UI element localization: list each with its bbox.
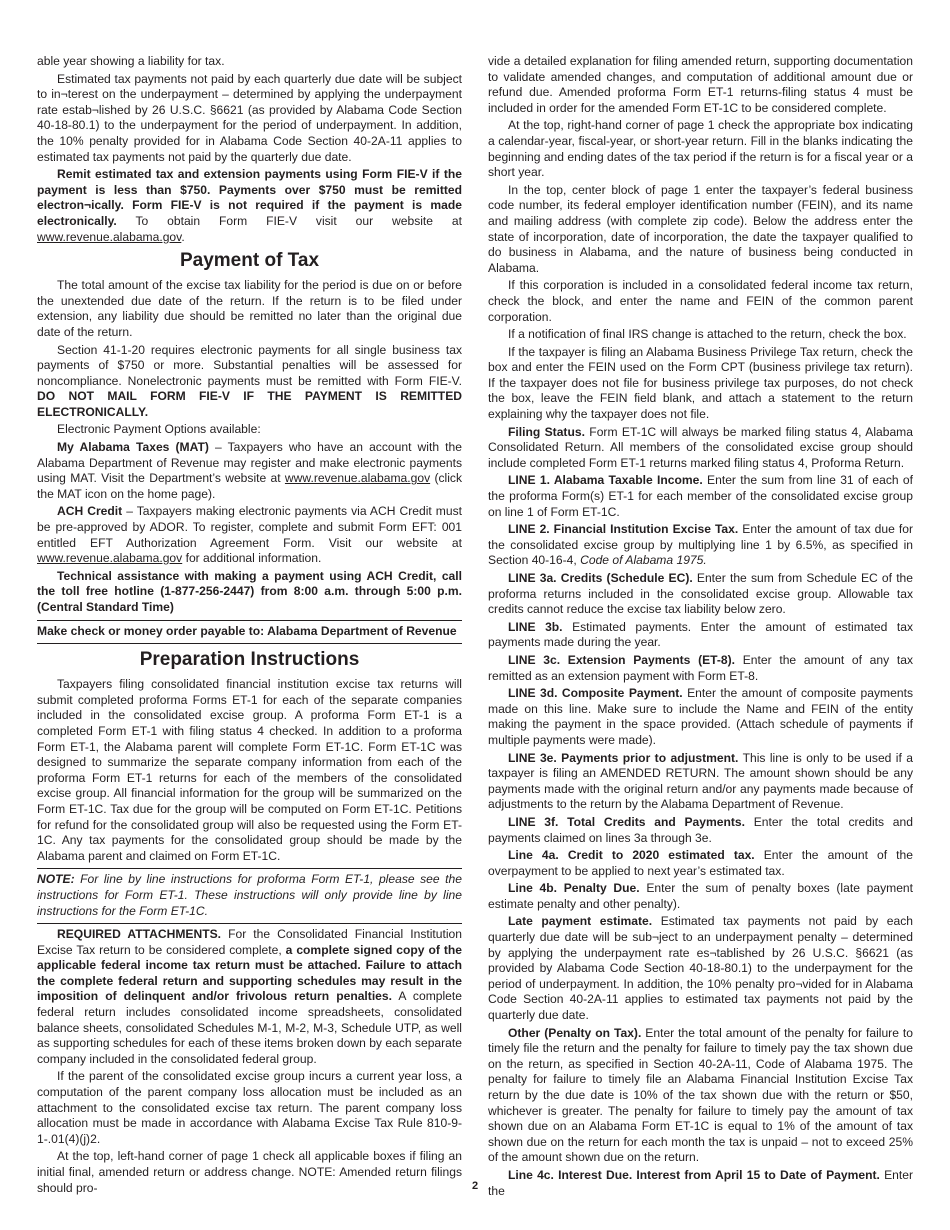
paragraph	[37, 504, 462, 566]
text: Enter the amount of any tax remitted as an extension payment with Form ET-8.	[488, 652, 914, 683]
bold-text: Line 4b. Penalty Due.	[508, 881, 640, 896]
paragraph: If a notification of final IRS change is attached to the return, check the box.	[508, 327, 907, 342]
paragraph	[488, 653, 913, 684]
paragraph	[488, 473, 913, 520]
text: (click the MAT icon on the home page).	[37, 471, 462, 501]
bold-text: LINE 3b.	[508, 619, 563, 634]
paragraph: At the top, left-hand corner of page 1 check all applicable boxes if filing an initial final, amended return or address change. NOTE: Amended return filings should pro-	[37, 1149, 462, 1195]
page-number: 2	[471, 1180, 479, 1192]
text: – Taxpayers making electronic payments via ACH Credit must be pre-approved by ADOR. To register, complete and submit Form EFT: 001 entitled EFT Authorization Agreement Form. Visit our website at	[37, 504, 462, 550]
text: – Taxpayers who have an account with the Alabama Department of Revenue may register and make electronic payments using MAT. Visit the Department’s website at	[37, 440, 462, 486]
website-link[interactable]: www.revenue.alabama.gov	[284, 471, 431, 486]
paragraph: The total amount of the excise tax liability for the period is due on or before the unextended due date of the return. If the return is to be filed under extension, any liability due should be remitted no later than the original due date of the return.	[37, 278, 462, 339]
text: Enter the	[488, 1167, 913, 1198]
paragraph: If the taxpayer is filing an Alabama Business Privilege Tax return, check the box and enter the FEIN used on the Form CPT (business privilege tax return). If the taxpayer does not file for business privilege tax purposes, do not check the box, leave the FEIN field blank, and attach a statement to the return explaining why the taxpayer does not file.	[488, 344, 913, 422]
website-link[interactable]: www.revenue.alabama.gov	[37, 551, 183, 566]
paragraph: Estimated tax payments not paid by each quarterly due date will be subject to in¬terest on the underpayment – determined by applying the underpayment rate estab¬lished by 26 U.S.C. §6621 (as provided by Alabama Code Section 40-18-80.1) to the underpayment for the period of underpayment. In addition, the 10% penalty provided for in Alabama Code Section 40-2A-11 applies to estimated tax payments not paid by the quarterly due date.	[37, 71, 462, 164]
paragraph	[488, 751, 913, 813]
paragraph	[37, 927, 462, 1067]
text: A complete federal return includes consolidated income spreadsheets, consolidated balance sheets, consolidated Schedules M-1, M-2, M-3, Schedule UTP, as well as supporting schedules for each of these items broken down by each separate company included in the consolidated federal group.	[37, 989, 462, 1066]
bold-text: a complete signed copy of the applicable federal income tax return must be attached. Failure to attach the complete federal return and supporting schedules may result in the imposition of delinquent and/or frivolous return penalties.	[37, 942, 462, 1004]
divider	[37, 923, 462, 924]
paragraph	[37, 167, 462, 245]
bold-text: LINE 3a. Credits (Schedule EC).	[508, 571, 693, 585]
bold-text: DO NOT MAIL FORM FIE-V IF THE PAYMENT IS REMITTED ELECTRONICALLY.	[37, 389, 462, 419]
bold-text: Filing Status.	[508, 424, 585, 439]
paragraph	[37, 343, 462, 421]
bold-text: Late payment estimate.	[508, 914, 653, 929]
paragraph: Taxpayers filing consolidated financial institution excise tax returns will submit completed proforma Forms ET-1 for each of the separate companies included in the consolidated excise group. A proforma Form ET-1 is a completed Form ET-1 with filing status 4 checked. In addition to a proforma Form ET-1, the Alabama parent will complete Form ET-1C. Form ET-1C was designed to summarize the separate company information from each of the proforma Form ET-1 returns for each of the members of the consolidated excise group. All financial information for the group will be summarized on the Form ET-1C. Tax due for the group will be computed on Form ET-1C. Petitions for refund for the consolidated group will also be requested using the Form ET-1C. Any tax payments for the consolidated group should be made by the Alabama parent and claimed on Form ET-1C.	[37, 677, 462, 863]
divider	[37, 643, 462, 644]
bold-text: ACH Credit	[57, 504, 123, 519]
bold-text: LINE 2. Financial Institution Excise Tax.	[508, 522, 739, 537]
paragraph: If this corporation is included in a consolidated federal income tax return, check the block, and enter the name and FEIN of the common parent corporation.	[488, 278, 913, 324]
check-payable-line	[37, 624, 462, 640]
bold-text: Remit estimated tax and extension payments using Form FIE-V if the payment is less than $750. Payments over $750 must be remitted electron¬ically. Form FIE-V is not required if the payment is made electronically.	[37, 167, 462, 228]
bold-text: My Alabama Taxes (MAT)	[57, 440, 209, 455]
text: Enter the sum from Schedule EC of the proforma returns included in the consolidated excise group. Allowable tax credits cannot reduce the excise tax liability below zero.	[488, 571, 914, 617]
paragraph: At the top, right-hand corner of page 1 check the appropriate box indicating a calendar-year, fiscal-year, or short-year return. Fill in the blanks indicating the beginning and ending dates of the tax period if the return is for a fiscal year or a short year.	[488, 118, 913, 180]
paragraph	[488, 620, 913, 651]
text: Estimated tax payments not paid by each quarterly due date will be sub¬ject to an underpayment penalty – determined by applying the underpayment rate es¬tablished by 26 U.S.C. §6621 (as provided by Alabama Code Section 40-18-80.1) to the underpayment for the period of underpayment. In addition, the 10% penalty pro¬vided for in Alabama Code Section 40-2A-11 applies to estimated tax payments not paid by the quarterly due date.	[488, 914, 913, 1023]
bold-text: Make check or money order payable to: Alabama Department of Revenue	[37, 623, 457, 638]
text: For the Consolidated Financial Institution Excise Tax return to be considered complete,	[37, 927, 462, 957]
divider	[37, 868, 462, 869]
paragraph	[488, 425, 913, 472]
paragraph: able year showing a liability for tax.	[37, 54, 225, 68]
text: For line by line instructions for proforma Form ET-1, please see the instructions for Form ET-1. These instructions will only provide line by line instructions for the Form ET-1C.	[37, 872, 462, 918]
section-heading-payment-of-tax: Payment of Tax	[179, 250, 320, 272]
note-label: NOTE:	[37, 872, 75, 887]
paragraph	[488, 848, 913, 879]
right-column	[488, 54, 913, 1201]
bold-text: LINE 3d. Composite Payment.	[508, 686, 683, 701]
paragraph: vide a detailed explanation for filing amended return, supporting documentation to validate amended changes, and computation of additional amount due or refund due. Amended proforma Form ET-1 returns-filing status 4 must be included in order for the amended Form ET-1C to be considered complete.	[488, 54, 913, 115]
text: Section 41-1-20 requires electronic payments for all single business tax payments of $750 or more. Substantial penalties will be assessed for noncompliance. Nonelectronic payments must be remitted with Form FIE-V.	[37, 342, 462, 388]
text: To obtain Form FIE-V visit our website at	[116, 213, 462, 228]
paragraph	[488, 914, 913, 1023]
bold-text: Line 4a. Credit to 2020 estimated tax.	[508, 848, 755, 863]
text: Enter the amount of tax due for the consolidated excise group by multiplying line 1 by 6.5%, as specified in Section 40-16-4,	[488, 522, 913, 568]
bold-text: Technical assistance with making a payment using ACH Credit, call the toll free hotline (1-877-256-2447) from 8:00 a.m. through 5:00 p.m. (Central Standard Time)	[37, 568, 462, 614]
paragraph	[488, 881, 913, 912]
paragraph	[37, 440, 462, 502]
paragraph	[488, 571, 913, 618]
paragraph	[37, 569, 462, 616]
italic-text: Code of Alabama 1975.	[580, 553, 707, 568]
text: Enter the sum of penalty boxes (late payment estimate penalty and other penalty).	[488, 881, 913, 911]
bold-text: LINE 1. Alabama Taxable Income.	[508, 473, 703, 488]
left-column	[37, 54, 462, 1198]
bold-text: LINE 3c. Extension Payments (ET-8).	[508, 652, 736, 667]
text: Enter the total amount of the penalty for failure to timely file the return and the penalty for failure to timely pay the tax shown due on the return, as specified in Section 40-2A-11, Code of Alabama 1975. The penalty for failure to timely file an Alabama Financial Institution Excise Tax return by the due date is 10% of the tax shown due with the return or $50, whichever is greater. The penalty for failure to timely pay the amount of tax shown due on an Alabama Form ET-1C is equal to 1% of the amount of tax shown due on the return for each month the tax is unpaid – not to exceed 25% of the amount shown due on the return.	[488, 1025, 913, 1165]
bold-text: Line 4c. Interest Due. Interest from April 15 to Date of Payment.	[508, 1167, 880, 1182]
paragraph: Electronic Payment Options available:	[57, 422, 261, 437]
bold-text: LINE 3e. Payments prior to adjustment.	[508, 750, 739, 765]
paragraph: If the parent of the consolidated excise group incurs a current year loss, a computation of the parent company loss allocation must be included as an attachment to the consolidated excise tax return. The parent company loss allocation must be made in accordance with Alabama Excise Tax Rule 810-9-1-.01(4)(j)2.	[37, 1069, 462, 1146]
text: Form ET-1C will always be marked filing status 4, Alabama Consolidated Return. All members of the consolidated excise group should include completed Form ET-1 returns marked filing status 4, Proforma Return.	[488, 424, 913, 470]
paragraph: In the top, center block of page 1 enter the taxpayer’s federal business code number, its federal employer identification number (FEIN), and its name and mailing address (with complete zip code). Below the address enter the state of incorporation, date of incorporation, the date the taxpayer qualified to do business in Alabama, and the nature of business being conducted in Alabama.	[488, 182, 913, 275]
website-link[interactable]: www.revenue.alabama.gov	[37, 229, 182, 244]
paragraph	[488, 815, 913, 846]
paragraph	[488, 522, 913, 569]
paragraph	[488, 686, 913, 748]
text: Enter the total credits and payments claimed on lines 3a through 3e.	[488, 814, 913, 845]
text: for additional information.	[182, 551, 322, 566]
text: Enter the amount of composite payments made on this line. Make sure to include the Name and FEIN of the entity making the payment in the space provided. (Attach schedule of payments if multiple payments were made).	[488, 686, 913, 747]
divider	[37, 620, 462, 621]
text: Enter the sum from line 31 of each of the proforma Form(s) ET-1 for each member of the consolidated excise group on line 1 of Form ET-1C.	[488, 473, 913, 519]
bold-text: REQUIRED ATTACHMENTS.	[57, 927, 222, 942]
text: Enter the amount of the overpayment to be applied to next year’s estimated tax.	[488, 848, 913, 878]
text: .	[181, 229, 185, 244]
bold-text: LINE 3f. Total Credits and Payments.	[508, 814, 745, 829]
text: This line is only to be used if a taxpayer is filing an AMENDED RETURN. The amount shown should be any payments made with the original return and/or any payments made because of adjustments to the return by the Alabama Department of Revenue.	[488, 750, 913, 812]
note	[37, 872, 462, 919]
paragraph	[488, 1026, 913, 1166]
text: Estimated payments. Enter the amount of estimated tax payments made during the year.	[488, 619, 913, 650]
section-heading-preparation-instructions: Preparation Instructions	[139, 649, 360, 671]
bold-text: Other (Penalty on Tax).	[508, 1025, 642, 1040]
